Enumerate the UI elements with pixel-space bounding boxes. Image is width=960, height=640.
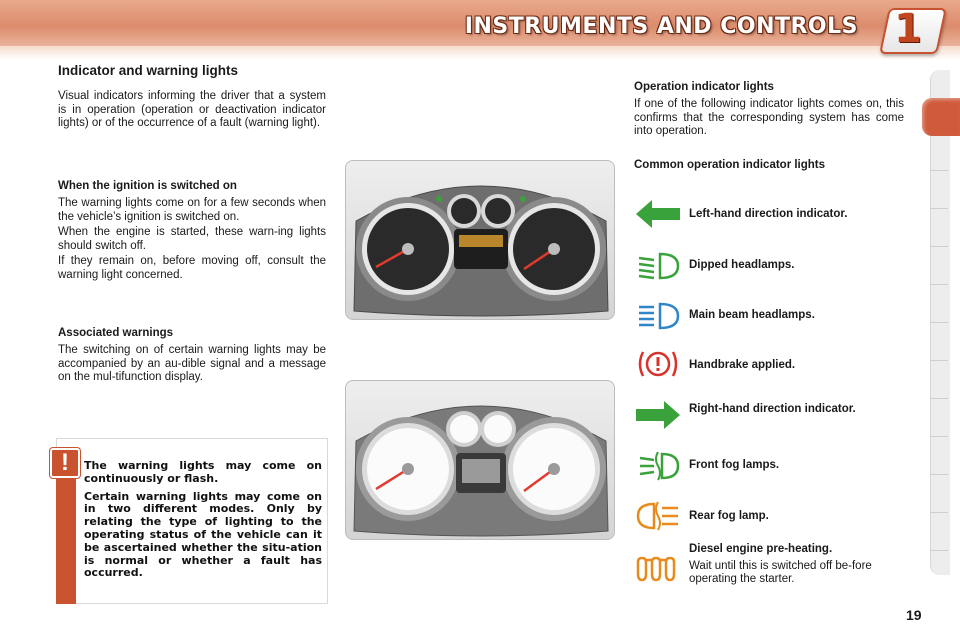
page-number: 19 <box>906 607 922 623</box>
section-title: Indicator and warning lights <box>58 63 239 78</box>
tab-divider <box>930 246 948 247</box>
tab-divider <box>930 284 948 285</box>
associated-warnings-heading: Associated warnings <box>58 327 174 339</box>
main-beam-icon <box>634 299 682 333</box>
warning-accent-bar <box>56 462 76 604</box>
instrument-panel-image-light <box>345 380 615 540</box>
tab-divider <box>930 474 948 475</box>
ignition-heading: When the ignition is switched on <box>58 180 237 192</box>
indicator-label: Main beam headlamps. <box>689 309 815 321</box>
indicator-label: Left-hand direction indicator. <box>689 208 848 220</box>
warning-paragraph: The warning lights may come on continuously or flash. <box>84 459 322 485</box>
tab-divider <box>930 550 948 551</box>
instrument-panel-image-dark <box>345 160 615 320</box>
tab-divider <box>930 436 948 437</box>
exclamation-icon: ! <box>50 448 80 478</box>
left-arrow-icon <box>634 197 682 231</box>
handbrake-icon <box>634 347 682 381</box>
indicator-label: Handbrake applied. <box>689 359 796 371</box>
right-arrow-icon <box>634 398 682 432</box>
indicator-label: Dipped headlamps. <box>689 259 795 271</box>
operation-lights-text: If one of the following indicator lights comes on, this confirms that the corresponding system has come into operation. <box>634 98 904 137</box>
preheat-coil-icon <box>634 552 682 586</box>
chapter-tab-active[interactable] <box>922 98 960 136</box>
warning-paragraph: Certain warning lights may come on in two different modes. Only by relating the type of lighting to the operating status of the vehicle can it be ascertained whether the situ-ation is normal or whether a fault has occurred. <box>84 489 322 580</box>
chapter-number: 1 <box>894 6 922 52</box>
tab-divider <box>930 208 948 209</box>
tab-divider <box>930 512 948 513</box>
ignition-paragraph: When the engine is started, these warn-ing lights should switch off. <box>58 226 326 252</box>
indicator-description: Wait until this is switched off be-fore operating the starter. <box>689 560 872 585</box>
ignition-text <box>58 197 326 284</box>
rear-fog-icon <box>634 499 682 533</box>
tab-divider <box>930 398 948 399</box>
ignition-paragraph: The warning lights come on for a few seconds when the vehicle’s ignition is switched on. <box>58 197 326 223</box>
warning-text <box>84 460 322 585</box>
common-lights-heading: Common operation indicator lights <box>634 159 826 171</box>
tab-divider <box>930 322 948 323</box>
intro-text: Visual indicators informing the driver that a system is in operation (operation or deactivation indicator lights) or of the occurrence of a fault (warning light). <box>58 90 326 129</box>
page-header-title: INSTRUMENTS AND CONTROLS <box>464 14 858 39</box>
indicator-label: Front fog lamps. <box>689 459 780 471</box>
associated-warnings-text: The switching on of certain warning lights may be accompanied by an au-dible signal and a message on the mul-tifunction display. <box>58 344 326 383</box>
indicator-label: Rear fog lamp. <box>689 510 769 522</box>
tab-divider <box>930 170 948 171</box>
tab-divider <box>930 360 948 361</box>
dipped-headlamp-icon <box>634 249 682 283</box>
ignition-paragraph: If they remain on, before moving off, consult the warning light concerned. <box>58 255 326 281</box>
operation-lights-heading: Operation indicator lights <box>634 81 774 93</box>
header-stripe <box>0 46 960 60</box>
indicator-label: Diesel engine pre-heating. <box>689 543 833 555</box>
front-fog-icon <box>634 449 682 483</box>
indicator-label: Right-hand direction indicator. <box>689 403 856 415</box>
